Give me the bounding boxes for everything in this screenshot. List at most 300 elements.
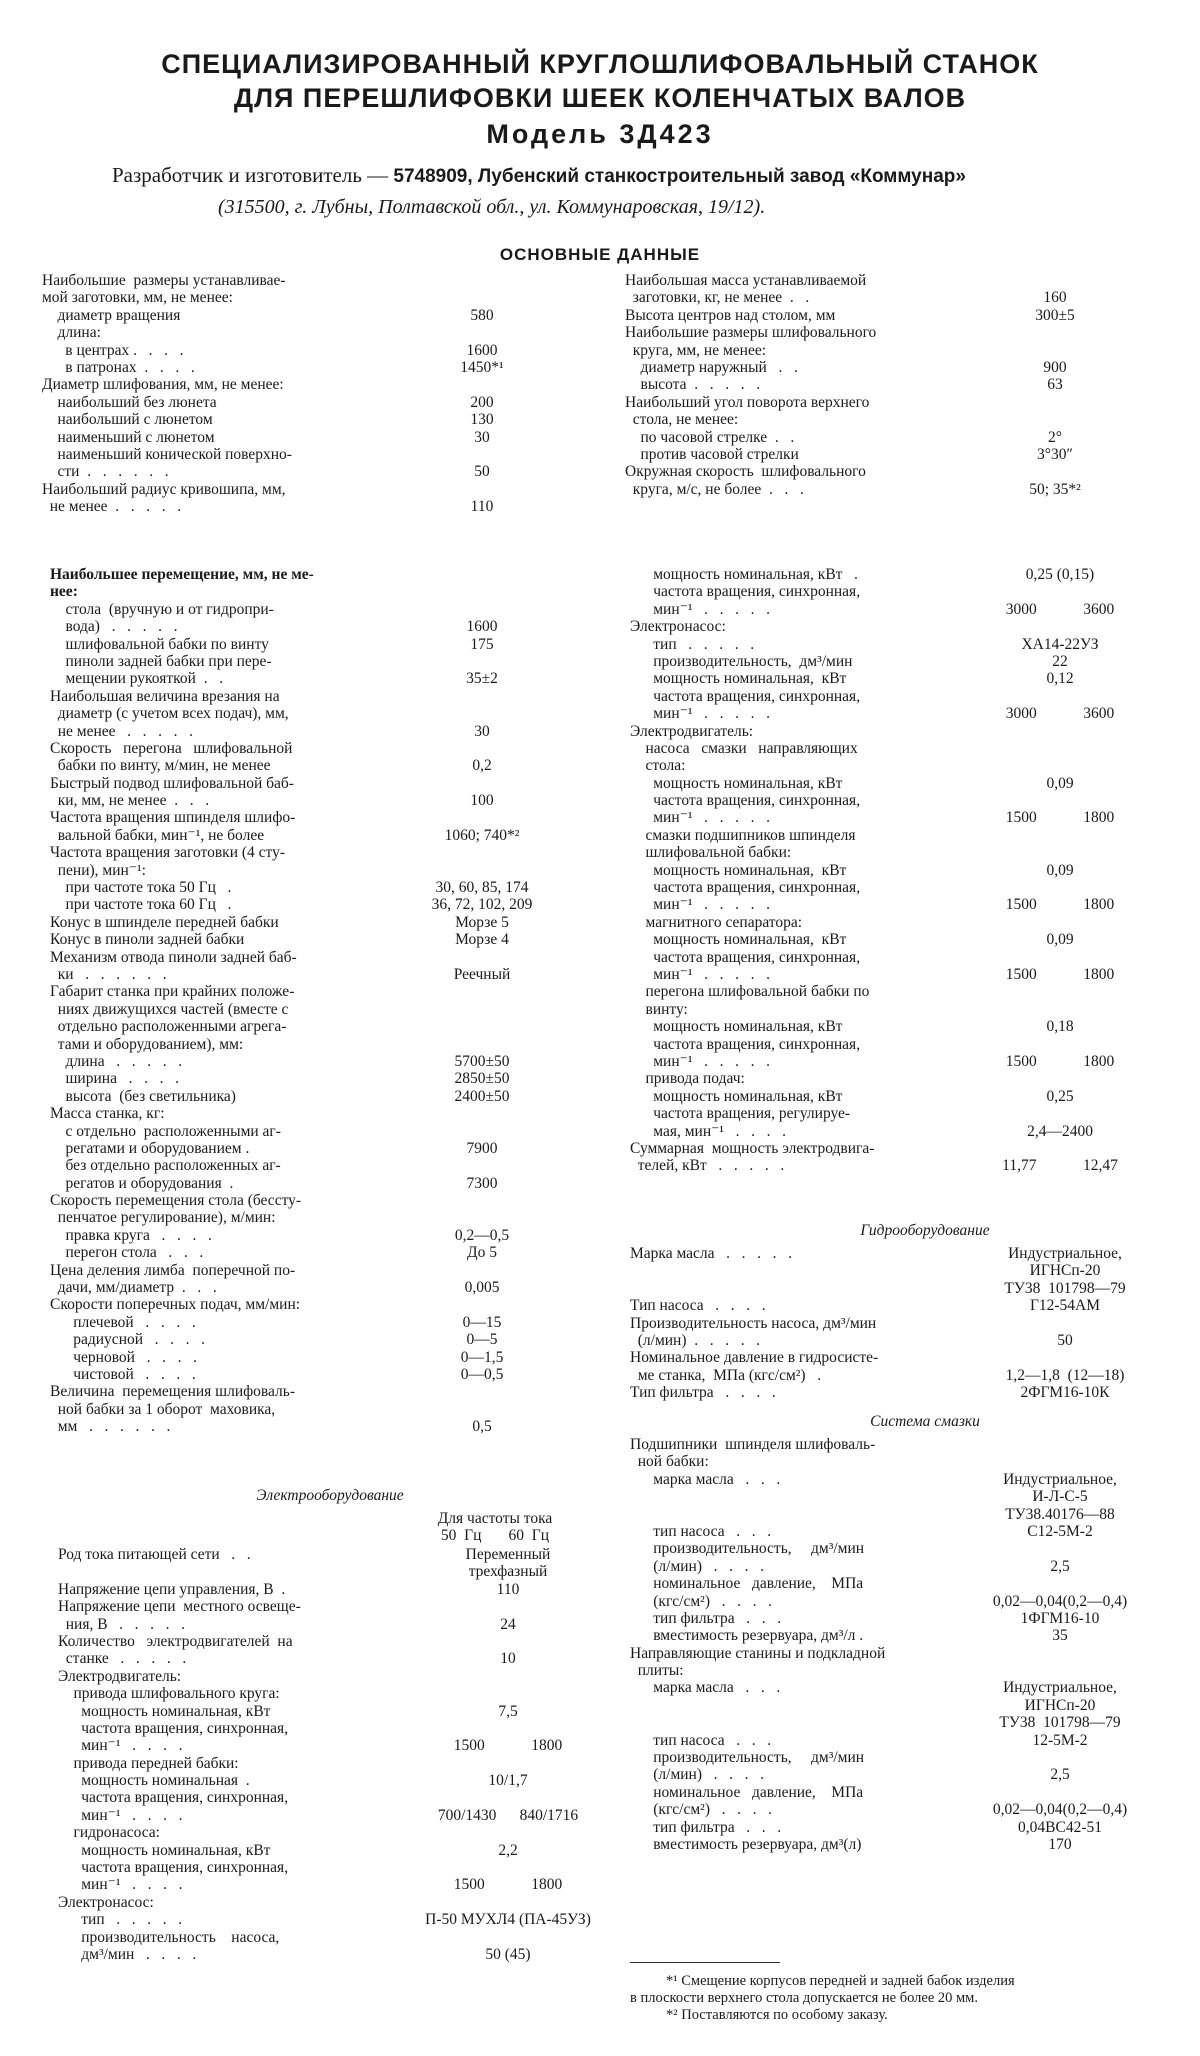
spec-row: [58, 1755, 618, 1772]
spec-label: Наибольшая масса устанавливаемой: [625, 272, 867, 289]
spec-row: [50, 1209, 550, 1226]
spec-label: мощность номинальная, кВт: [630, 931, 847, 949]
spec-label: ки, мм, не менее . . .: [50, 792, 210, 810]
spec-row: [630, 983, 1150, 1000]
spec-label: магнитного сепаратора:: [630, 913, 803, 931]
spec-row: [50, 618, 550, 635]
spec-row: [50, 670, 550, 687]
spec-value: Индустриальное,: [1003, 1470, 1117, 1488]
spec-value: Морзе 5: [455, 913, 509, 931]
spec-label: ния, В . . . . .: [58, 1615, 186, 1633]
spec-row: [50, 1314, 550, 1331]
spec-row: [42, 481, 542, 498]
spec-label: телей, кВт . . . . .: [630, 1157, 785, 1175]
spec-label: мин⁻¹ . . . . .: [630, 600, 770, 618]
spec-row: [50, 1105, 550, 1122]
spec-row: [50, 1418, 550, 1435]
spec-label: Направляющие станины и подкладной: [630, 1644, 886, 1662]
spec-value: 2400±50: [454, 1087, 510, 1105]
spec-row: [625, 307, 1095, 324]
spec-label: диаметр вращения: [42, 306, 181, 324]
spec-row: [50, 1070, 550, 1087]
spec-row: [630, 1001, 1150, 1018]
spec-row: [58, 1824, 618, 1841]
spec-label: мин⁻¹ . . . . .: [630, 1052, 770, 1070]
spec-label: шлифовальной бабки:: [630, 844, 792, 862]
spec-row: [50, 566, 550, 583]
spec-row: [58, 1859, 618, 1876]
spec-label: мин⁻¹ . . . .: [58, 1737, 183, 1755]
spec-row: [50, 879, 550, 896]
spec-row: [630, 1506, 1150, 1523]
spec-label: наименьший конической поверхно-: [42, 445, 292, 463]
spec-value: 2850±50: [454, 1070, 510, 1088]
spec-value: 7,5: [498, 1702, 518, 1720]
spec-label: станке . . . . .: [58, 1650, 187, 1668]
spec-row: [625, 463, 1095, 480]
spec-label: высота . . . . .: [625, 376, 761, 394]
spec-label: Скорость перегона шлифовальной: [50, 739, 293, 757]
spec-row: [50, 723, 550, 740]
spec-label: Диаметр шлифования, мм, не менее:: [42, 376, 284, 394]
specs-lube: [630, 1436, 1150, 1853]
spec-row: [42, 463, 542, 480]
spec-value: 11,77 12,47: [1002, 1157, 1118, 1175]
spec-value: 35: [1052, 1627, 1068, 1645]
section-title: ОСНОВНЫЕ ДАННЫЕ: [499, 245, 701, 264]
spec-row: [630, 1053, 1150, 1070]
spec-row: [50, 809, 550, 826]
spec-label: частота вращения, синхронная,: [58, 1719, 289, 1737]
spec-row: [42, 342, 542, 359]
spec-label: регатами и оборудованием .: [50, 1139, 250, 1157]
spec-row: [50, 688, 550, 705]
spec-row: [630, 688, 1150, 705]
spec-label: Цена деления лимба поперечной по-: [50, 1261, 296, 1279]
spec-value: 2,5: [1050, 1766, 1070, 1784]
spec-label: Тип фильтра . . . .: [630, 1384, 776, 1402]
spec-row: [42, 446, 542, 463]
spec-row: [50, 601, 550, 618]
spec-value: 1500 1800: [1005, 965, 1115, 983]
spec-value: 5700±50: [454, 1052, 510, 1070]
spec-value: трехфазный: [468, 1563, 548, 1581]
spec-row: [630, 1280, 1150, 1297]
spec-row: [58, 1807, 618, 1824]
spec-label: Напряжение цепи управления, В .: [58, 1580, 286, 1598]
spec-value: 1600: [466, 341, 498, 359]
spec-row: [42, 324, 542, 341]
spec-row: [630, 583, 1150, 600]
spec-row: [50, 931, 550, 948]
spec-row: [50, 1349, 550, 1366]
spec-value: 35±2: [466, 670, 498, 688]
spec-row: [50, 844, 550, 861]
spec-row: [42, 411, 542, 428]
spec-value: 170: [1048, 1835, 1072, 1853]
spec-label: заготовки, кг, не менее . .: [625, 289, 810, 307]
spec-row: [630, 1018, 1150, 1035]
spec-value: 900: [1043, 358, 1067, 376]
spec-label: длина:: [42, 324, 101, 342]
spec-label: наименьший с люнетом: [42, 428, 215, 446]
spec-row: [58, 1876, 618, 1893]
spec-label: мощность номинальная, кВт: [630, 774, 843, 792]
spec-row: [630, 1315, 1150, 1332]
spec-label: мм . . . . . .: [50, 1418, 171, 1436]
spec-row: [58, 1616, 618, 1633]
developer-prefix: Разработчик и изготовитель —: [112, 163, 394, 187]
spec-label: частота вращения, синхронная,: [630, 948, 861, 966]
spec-label: Высота центров над столом, мм: [625, 306, 836, 324]
spec-row: [42, 272, 542, 289]
spec-value: 0,04ВС42-51: [1018, 1818, 1102, 1836]
spec-label: мощность номинальная, кВт: [630, 1018, 843, 1036]
spec-label: по часовой стрелке . .: [625, 428, 795, 446]
specs-left-top: [42, 272, 542, 515]
spec-row: [42, 498, 542, 515]
spec-value: Морзе 4: [455, 931, 509, 949]
spec-row: [625, 272, 1095, 289]
spec-row: [58, 1563, 618, 1580]
specs-hydro: [630, 1245, 1150, 1402]
spec-value: ТУ38 101798—79: [999, 1714, 1121, 1732]
spec-row: [50, 1262, 550, 1279]
spec-label: Род тока питающей сети . .: [58, 1546, 251, 1563]
spec-label: ной бабки:: [630, 1453, 709, 1471]
spec-label: Наибольший угол поворота верхнего: [625, 393, 870, 411]
spec-value: 1450*¹: [460, 358, 504, 376]
spec-label: Тип насоса . . . .: [630, 1297, 766, 1315]
spec-row: [50, 1244, 550, 1261]
spec-value: 0,18: [1046, 1018, 1074, 1036]
spec-label: Наибольшие размеры шлифовального: [625, 324, 877, 342]
spec-row: [50, 757, 550, 774]
spec-label: перегон стола . . .: [50, 1244, 204, 1262]
spec-value: Г12-54АМ: [1029, 1297, 1101, 1315]
spec-value: 1500 1800: [1005, 896, 1115, 914]
spec-label: Электродвигатель:: [58, 1667, 182, 1685]
spec-label: мин⁻¹ . . . .: [58, 1876, 183, 1894]
electro-head: [395, 1510, 595, 1544]
spec-label: мой заготовки, мм, не менее:: [42, 289, 233, 307]
spec-value: 1500 1800: [1005, 1052, 1115, 1070]
spec-label: винту:: [630, 1000, 688, 1018]
spec-row: [58, 1668, 618, 1685]
spec-label: Суммарная мощность электродвига-: [630, 1139, 875, 1157]
spec-label: тип насоса . . .: [630, 1731, 772, 1749]
spec-row: [630, 1332, 1150, 1349]
spec-row: [42, 394, 542, 411]
specs-right-main: [630, 566, 1150, 1175]
spec-row: [625, 481, 1095, 498]
spec-value: 10: [500, 1650, 516, 1668]
spec-row: [630, 914, 1150, 931]
spec-value: 7900: [466, 1139, 498, 1157]
spec-label: наибольший без люнета: [42, 393, 217, 411]
spec-label: Номинальное давление в гидросисте-: [630, 1349, 879, 1367]
spec-row: [58, 1842, 618, 1859]
spec-row: [630, 827, 1150, 844]
spec-label: против часовой стрелки: [625, 445, 799, 463]
spec-row: [630, 809, 1150, 826]
spec-label: производительность, дм³/мин: [630, 1749, 865, 1767]
spec-value: 0,5: [472, 1418, 492, 1436]
spec-row: [50, 1140, 550, 1157]
model-title: Модель 3Д423: [486, 119, 714, 149]
spec-value: 0,25 (0,15): [1025, 566, 1095, 583]
spec-value: 0—5: [466, 1331, 498, 1349]
spec-label: насоса смазки направляющих: [630, 739, 858, 757]
spec-value: Реечный: [453, 965, 511, 983]
spec-label: без отдельно расположенных аг-: [50, 1157, 281, 1175]
spec-row: [630, 1558, 1150, 1575]
spec-row: [50, 775, 550, 792]
spec-row: [50, 1001, 550, 1018]
spec-value: 100: [470, 792, 494, 810]
spec-label: Окружная скорость шлифовального: [625, 463, 866, 481]
spec-row: [630, 653, 1150, 670]
spec-label: пенчатое регулирование), м/мин:: [50, 1209, 276, 1227]
spec-row: [630, 1697, 1150, 1714]
spec-row: [630, 949, 1150, 966]
spec-value: 0,25: [1046, 1087, 1074, 1105]
spec-label: вместимость резервуара, дм³/л .: [630, 1627, 864, 1645]
spec-row: [630, 618, 1150, 635]
spec-row: [58, 1633, 618, 1650]
spec-row: [50, 1366, 550, 1383]
spec-row: [630, 1766, 1150, 1783]
spec-label: частота вращения, синхронная,: [58, 1789, 289, 1807]
spec-value: 1500 1800: [453, 1737, 563, 1755]
spec-label: тип насоса . . .: [630, 1522, 772, 1540]
spec-row: [630, 1245, 1150, 1262]
spec-value: 1500 1800: [1005, 809, 1115, 827]
spec-value: 0,2—0,5: [454, 1226, 510, 1244]
spec-value: 0,005: [464, 1279, 500, 1297]
spec-row: [50, 1383, 550, 1400]
spec-row: [50, 1401, 550, 1418]
spec-row: [630, 723, 1150, 740]
spec-row: [630, 775, 1150, 792]
spec-row: [630, 1123, 1150, 1140]
spec-label: тип фильтра . . .: [630, 1818, 782, 1836]
spec-row: [630, 1436, 1150, 1453]
spec-label: Быстрый подвод шлифовальной баб-: [50, 774, 294, 792]
spec-label: (кгс/см²) . . . .: [630, 1801, 772, 1819]
spec-row: [625, 446, 1095, 463]
spec-row: [630, 1349, 1150, 1366]
spec-row: [42, 289, 542, 306]
spec-row: [50, 914, 550, 931]
spec-value: 0,02—0,04(0,2—0,4): [992, 1592, 1128, 1610]
spec-label: мощность номинальная, кВт: [630, 861, 847, 879]
spec-row: [58, 1911, 618, 1928]
spec-label: Скорости поперечных подач, мм/мин:: [50, 1296, 301, 1314]
spec-label: вместимость резервуара, дм³(л): [630, 1835, 862, 1853]
title-line-2: ДЛЯ ПЕРЕШЛИФОВКИ ШЕЕК КОЛЕНЧАТЫХ ВАЛОВ: [233, 83, 967, 113]
spec-label: (кгс/см²) . . . .: [630, 1592, 772, 1610]
spec-row: [58, 1650, 618, 1667]
spec-label: диаметр наружный . .: [625, 358, 798, 376]
spec-label: шлифовальной бабки по винту: [50, 635, 269, 653]
spec-label: Производительность насоса, дм³/мин: [630, 1314, 877, 1332]
spec-row: [630, 1105, 1150, 1122]
spec-value: 10/1,7: [488, 1772, 528, 1790]
spec-label: вода) . . . . .: [50, 618, 178, 636]
spec-label: Наибольший радиус кривошипа, мм,: [42, 480, 286, 498]
spec-label: Конус в пиноли задней бабки: [50, 931, 245, 949]
spec-value: 50: [1057, 1331, 1073, 1349]
spec-value: 0—1,5: [460, 1348, 504, 1366]
spec-label: тип . . . . .: [630, 635, 755, 653]
spec-label: мощность номинальная, кВт .: [630, 566, 858, 583]
spec-label: бабки по винту, м/мин, не менее: [50, 757, 271, 775]
spec-value: 700/1430 840/1716: [437, 1806, 579, 1824]
spec-label: производительность, дм³/мин: [630, 1540, 865, 1558]
spec-row: [58, 1789, 618, 1806]
spec-value: Индустриальное,: [1003, 1679, 1117, 1697]
spec-label: Количество электродвигателей на: [58, 1632, 293, 1650]
spec-value: 1060; 740*²: [444, 826, 520, 844]
spec-row: [58, 1894, 618, 1911]
spec-value: Индустриальное,: [1008, 1245, 1122, 1262]
electro-title: Электрооборудование: [256, 1487, 404, 1504]
spec-label: плиты:: [630, 1662, 684, 1680]
spec-label: производительность, дм³/мин: [630, 652, 853, 670]
spec-value: 22: [1052, 652, 1068, 670]
spec-label: Электронасос:: [58, 1893, 154, 1911]
spec-row: [630, 966, 1150, 983]
spec-row: [630, 1801, 1150, 1818]
spec-row: [50, 1331, 550, 1348]
spec-label: вальной бабки, мин⁻¹, не более: [50, 826, 265, 844]
spec-label: производительность насоса,: [58, 1928, 280, 1946]
spec-value: ИГНСп-20: [1029, 1262, 1101, 1280]
spec-row: [630, 1070, 1150, 1087]
spec-value: 175: [470, 635, 494, 653]
spec-value: 1600: [466, 618, 498, 636]
spec-label: отдельно расположенными агрега-: [50, 1018, 287, 1036]
spec-row: [50, 1192, 550, 1209]
spec-value: 30: [474, 722, 490, 740]
spec-label: мощность номинальная .: [58, 1772, 250, 1790]
spec-row: [630, 705, 1150, 722]
spec-label: марка масла . . .: [630, 1679, 781, 1697]
spec-label: чистовой . . . .: [50, 1365, 196, 1383]
spec-label: ме станка, МПа (кгс/см²) .: [630, 1366, 822, 1384]
spec-label: частота вращения, синхронная,: [630, 583, 861, 601]
spec-value: 0—0,5: [460, 1365, 504, 1383]
spec-row: [630, 1157, 1150, 1174]
spec-row: [625, 289, 1095, 306]
spec-row: [58, 1720, 618, 1737]
spec-row: [630, 1575, 1150, 1592]
spec-label: перегона шлифовальной бабки по: [630, 983, 870, 1001]
spec-row: [50, 966, 550, 983]
spec-label: Масса станка, кг:: [50, 1105, 165, 1123]
spec-row: [625, 359, 1095, 376]
spec-label: радиусной . . . .: [50, 1331, 206, 1349]
spec-value: Переменный: [465, 1546, 551, 1563]
spec-row: [630, 1036, 1150, 1053]
spec-row: [630, 1627, 1150, 1644]
lube-title: Система смазки: [870, 1413, 980, 1430]
spec-label: тип . . . . .: [58, 1911, 183, 1929]
spec-value: 160: [1043, 289, 1067, 307]
spec-row: [630, 931, 1150, 948]
specs-left-main: [50, 566, 550, 1436]
footnote-2: *² Поставляются по особому заказу.: [666, 2007, 888, 2023]
spec-label: марка масла . . .: [630, 1470, 781, 1488]
spec-label: (л/мин) . . . . .: [630, 1331, 761, 1349]
spec-label: Наибольшее перемещение, мм, не ме-: [50, 566, 314, 583]
spec-value: 2ФГМ16-10К: [1020, 1384, 1110, 1402]
spec-row: [42, 376, 542, 393]
specs-right-top: [625, 272, 1095, 498]
spec-row: [630, 862, 1150, 879]
spec-row: [630, 1297, 1150, 1314]
spec-label: частота вращения, синхронная,: [630, 1035, 861, 1053]
spec-row: [630, 1471, 1150, 1488]
spec-row: [630, 757, 1150, 774]
spec-row: [58, 1737, 618, 1754]
spec-label: ниях движущихся частей (вместе с: [50, 1000, 289, 1018]
spec-row: [630, 1262, 1150, 1279]
spec-row: [630, 1140, 1150, 1157]
spec-row: [58, 1772, 618, 1789]
developer-name: 5748909, Лубенский станкостроительный завод «Коммунар»: [393, 166, 966, 187]
spec-row: [50, 583, 550, 600]
spec-row: [58, 1546, 618, 1563]
spec-label: привода шлифовального круга:: [58, 1685, 280, 1703]
electro-head-1: Для частоты тока: [437, 1510, 553, 1527]
developer-line: [112, 163, 966, 188]
spec-value: 2,4—2400: [1027, 1122, 1093, 1140]
spec-label: ной бабки за 1 оборот маховика,: [50, 1400, 276, 1418]
spec-label: стола, не менее:: [625, 411, 739, 429]
spec-label: не менее . . . . .: [50, 722, 194, 740]
spec-value: 130: [470, 411, 494, 429]
spec-value: 200: [470, 393, 494, 411]
spec-row: [58, 1685, 618, 1702]
spec-row: [630, 1540, 1150, 1557]
spec-value: 30: [474, 428, 490, 446]
spec-label: Электродвигатель:: [630, 722, 754, 740]
spec-row: [42, 429, 542, 446]
spec-row: [630, 1088, 1150, 1105]
spec-value: 24: [500, 1615, 516, 1633]
spec-label: Габарит станка при крайних положе-: [50, 983, 295, 1001]
spec-value: До 5: [467, 1244, 497, 1262]
spec-row: [630, 1662, 1150, 1679]
spec-label: тип фильтра . . .: [630, 1609, 782, 1627]
spec-value: 0,09: [1046, 861, 1074, 879]
spec-label: в центрах . . . .: [42, 341, 184, 359]
spec-row: [50, 1088, 550, 1105]
spec-label: Подшипники шпинделя шлифоваль-: [630, 1436, 876, 1453]
spec-value: 12-5М-2: [1032, 1731, 1088, 1749]
spec-value: 1,2—1,8 (12—18): [1005, 1366, 1125, 1384]
developer-address: (315500, г. Лубны, Полтавской обл., ул. Коммунаровская, 19/12).: [218, 196, 766, 218]
spec-value: 580: [470, 306, 494, 324]
spec-row: [625, 342, 1095, 359]
footnote-1-line-2: в плоскости верхнего стола допускается не более 20 мм.: [630, 1990, 978, 2006]
spec-row: [58, 1929, 618, 1946]
spec-label: мещении рукояткой . .: [50, 670, 224, 688]
spec-value: 0—15: [462, 1313, 502, 1331]
spec-row: [630, 1645, 1150, 1662]
